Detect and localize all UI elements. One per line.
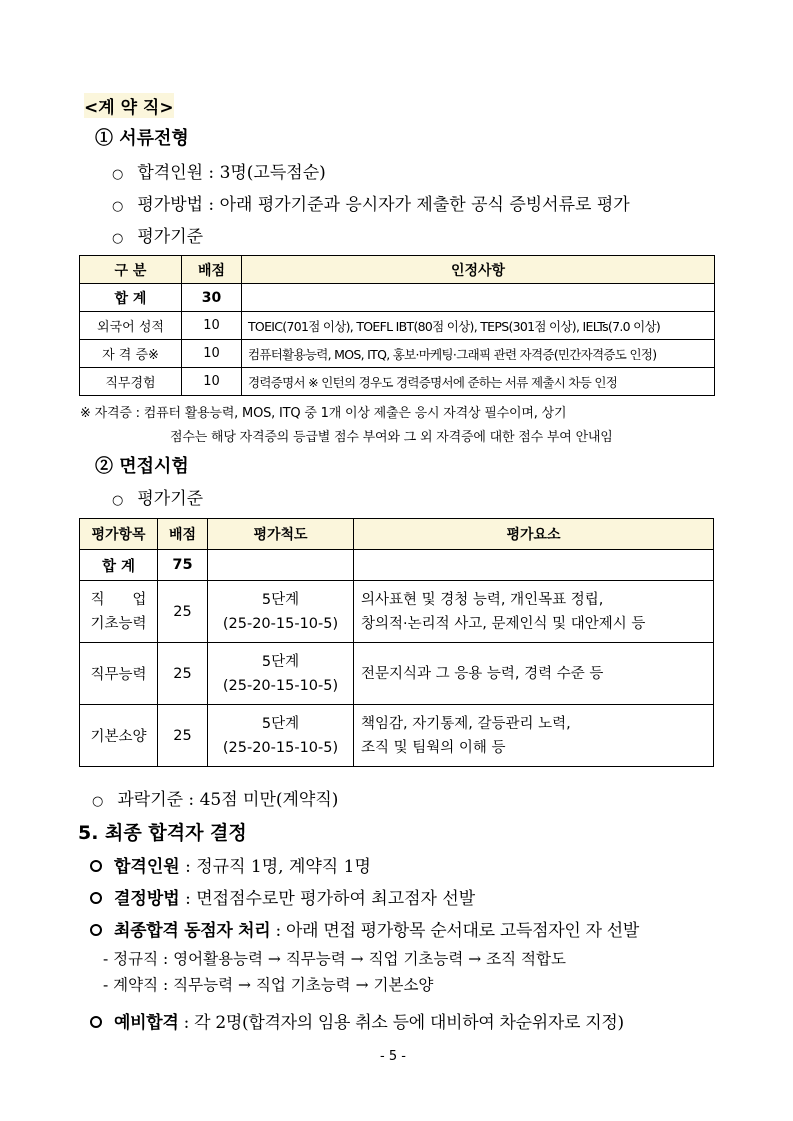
table-cell: 직 업 기초능력	[80, 581, 158, 643]
table-cell: 자 격 증※	[80, 340, 182, 368]
table-cell: 경력증명서 ※ 인턴의 경우도 경력증명서에 준하는 서류 제출시 차등 인정	[242, 368, 715, 396]
table-header: 배점	[158, 519, 208, 550]
table-cell: 합 계	[80, 550, 158, 581]
note-line: 점수는 해당 자격증의 등급별 점수 부여와 그 외 자격증에 대한 점수 부여 안내임	[170, 430, 613, 445]
table-cell: TOEIC(701점 이상), TOEFL IBT(80점 이상), TEPS(301점 이상), IELTs(7.0 이상)	[242, 312, 715, 340]
table-row	[80, 340, 715, 368]
table-cell: 10	[182, 368, 242, 396]
table-cell: 외국어 성적	[80, 312, 182, 340]
table-cell	[208, 550, 354, 581]
table-header: 평가요소	[354, 519, 714, 550]
tiebreak-rule: - 계약직 : 직무능력 → 직업 기초능력 → 기본소양	[103, 976, 434, 994]
table-cell: 직무경험	[80, 368, 182, 396]
list-item: ○ 평가기준	[112, 227, 204, 247]
table-cell: 25	[158, 643, 208, 705]
table-cell: 전문지식과 그 응용 능력, 경력 수준 등	[354, 643, 714, 705]
tiebreak-rule: - 정규직 : 영어활용능력 → 직무능력 → 직업 기초능력 → 조직 적합도	[103, 950, 566, 968]
table-cell: 25	[158, 705, 208, 767]
table-cell: 5단계 (25-20-15-10-5)	[208, 705, 354, 767]
table-cell: 합 계	[80, 284, 182, 312]
section-heading-final: 5. 최종 합격자 결정	[78, 822, 247, 844]
section-title: <계 약 직>	[84, 93, 174, 118]
table-cell: 25	[158, 581, 208, 643]
subsection-heading-documents: ① 서류전형	[95, 128, 189, 149]
table-cell: 5단계 (25-20-15-10-5)	[208, 581, 354, 643]
list-item: ○ 평가방법 : 아래 평가기준과 응시자가 제출한 공식 증빙서류로 평가	[112, 195, 630, 215]
table-cell: 10	[182, 340, 242, 368]
list-item: 합격인원 : 정규직 1명, 계약직 1명	[90, 852, 371, 877]
list-item: 최종합격 동점자 처리 : 아래 면접 평가항목 순서대로 고득점자인 자 선발	[90, 916, 639, 941]
table-row	[80, 368, 715, 396]
table-cell	[242, 284, 715, 312]
subsection-heading-interview: ② 면접시험	[95, 456, 189, 477]
table-cell: 직무능력	[80, 643, 158, 705]
table-cell: 의사표현 및 경청 능력, 개인목표 정립, 창의적·논리적 사고, 문제인식 및 대안제시 등	[354, 581, 714, 643]
table-row	[80, 550, 714, 581]
table-row	[80, 312, 715, 340]
cutoff-criteria: ○ 과락기준 : 45점 미만(계약직)	[92, 790, 339, 810]
interview-evaluation-table	[79, 518, 714, 767]
table-row	[80, 643, 714, 705]
list-item: 결정방법 : 면접점수로만 평가하여 최고점자 선발	[90, 884, 475, 909]
table-row	[80, 284, 715, 312]
table-cell: 5단계 (25-20-15-10-5)	[208, 643, 354, 705]
table-cell: 책임감, 자기통제, 갈등관리 노력, 조직 및 팀웍의 이해 등	[354, 705, 714, 767]
table-header: 평가항목	[80, 519, 158, 550]
table-header: 평가척도	[208, 519, 354, 550]
table-row	[80, 705, 714, 767]
table-header: 인정사항	[242, 256, 715, 284]
table-cell	[354, 550, 714, 581]
document-evaluation-table	[79, 255, 715, 396]
list-item: ○ 평가기준	[112, 489, 204, 509]
table-header: 배점	[182, 256, 242, 284]
page-number: - 5 -	[380, 1049, 406, 1064]
table-cell: 기본소양	[80, 705, 158, 767]
table-row	[80, 581, 714, 643]
table-header: 구 분	[80, 256, 182, 284]
note-line: ※ 자격증 : 컴퓨터 활용능력, MOS, ITQ 중 1개 이상 제출은 응시 자격상 필수이며, 상기	[80, 406, 567, 421]
list-item: 예비합격 : 각 2명(합격자의 임용 취소 등에 대비하여 차순위자로 지정)	[90, 1008, 624, 1033]
list-item: ○ 합격인원 : 3명(고득점순)	[112, 163, 326, 183]
table-cell: 75	[158, 550, 208, 581]
table-cell: 컴퓨터활용능력, MOS, ITQ, 홍보·마케팅·그래픽 관련 자격증(민간자격증도 인정)	[242, 340, 715, 368]
table-cell: 30	[182, 284, 242, 312]
table-cell: 10	[182, 312, 242, 340]
